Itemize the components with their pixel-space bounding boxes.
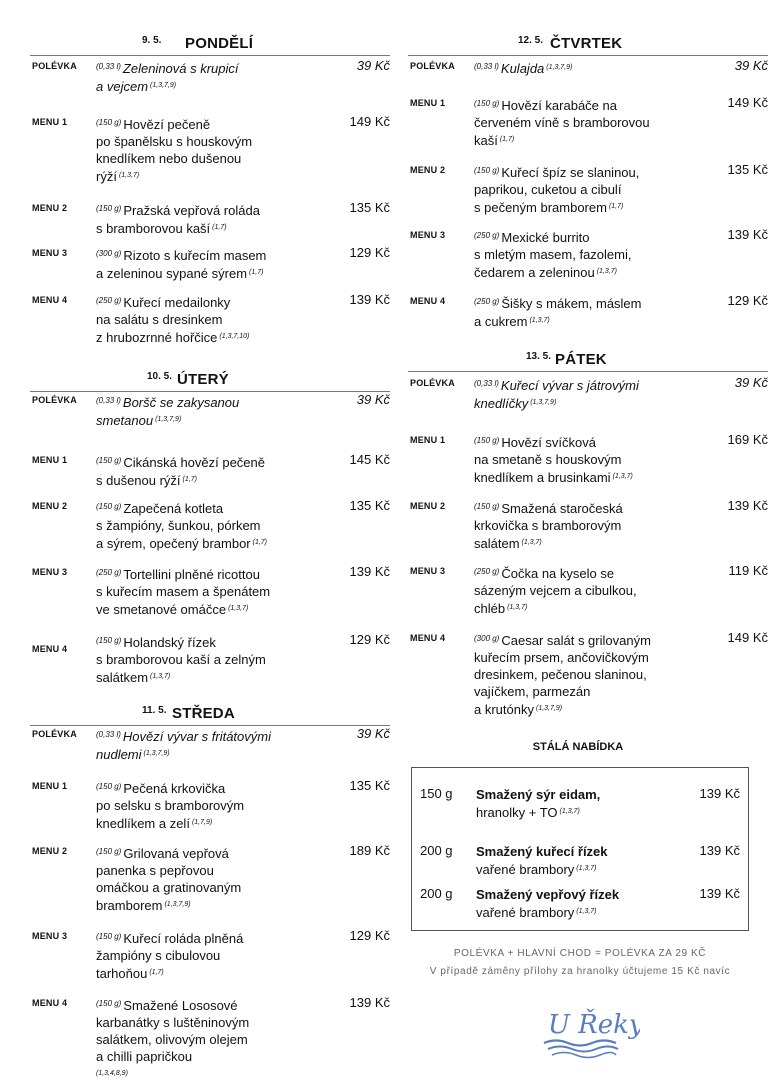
- offer-allergens: (1,3,7): [559, 808, 580, 815]
- item-label: MENU 2: [32, 501, 68, 511]
- item-weight: (150 g): [96, 502, 122, 511]
- item-text-line: na salátu s dresinkem: [96, 312, 223, 327]
- item-text-line: Smažené Lososové: [123, 998, 238, 1013]
- item-label: MENU 2: [32, 203, 68, 213]
- item-allergens: (1,7): [499, 136, 515, 143]
- item-description: [96, 726, 286, 763]
- offer-allergens: (1,3,7): [576, 865, 597, 872]
- item-text-line: Kuřecí vývar s játrovými: [500, 378, 639, 393]
- item-allergens: (1,3,7,9): [143, 750, 170, 757]
- item-description: [96, 632, 286, 686]
- item-text-line: Holandský řízek: [123, 635, 216, 650]
- offer-price: 139 Kč: [699, 786, 740, 801]
- offer-name: Smažený kuřecí řízek: [476, 844, 608, 859]
- item-price: 135 Kč: [727, 162, 768, 177]
- day-section-4: [408, 30, 768, 56]
- item-text-line: salátem: [474, 536, 520, 551]
- item-description: [96, 778, 286, 832]
- item-text-line: s bramborovou kaší a zelným: [96, 652, 266, 667]
- item-text-line: Rizoto s kuřecím masem: [123, 248, 267, 263]
- item-description: [474, 293, 664, 330]
- item-weight: (150 g): [96, 932, 122, 941]
- item-text-line: s kuřecím masem a špenátem: [96, 584, 271, 599]
- item-text-line: červeném víně s bramborovou: [474, 115, 650, 130]
- side-swap-note: V případě záměny přílohy za hranolky účtujeme 15 Kč navíc: [429, 966, 731, 977]
- item-description: [474, 563, 664, 617]
- day-section-1: [30, 30, 390, 56]
- item-text-line: rýží: [96, 169, 117, 184]
- item-label: MENU 4: [32, 644, 68, 654]
- offer-side: vařené brambory: [476, 862, 575, 877]
- item-weight: (150 g): [96, 204, 122, 213]
- item-price: 39 Kč: [356, 392, 390, 407]
- item-weight: (150 g): [96, 782, 122, 791]
- item-price: 135 Kč: [349, 498, 390, 513]
- item-price: 139 Kč: [349, 292, 390, 307]
- restaurant-logo: [520, 1003, 640, 1067]
- item-price: 39 Kč: [356, 58, 390, 73]
- item-weight: (300 g): [96, 249, 122, 258]
- day-header: [408, 346, 768, 372]
- item-allergens: (1,3,7): [596, 268, 617, 275]
- item-text-line: a vejcem: [96, 79, 149, 94]
- item-label: MENU 4: [410, 633, 446, 643]
- item-allergens: (1,3,7,9): [535, 705, 563, 712]
- item-description: [474, 95, 664, 149]
- day-section-3: [30, 700, 390, 726]
- item-weight: (150 g): [474, 166, 500, 175]
- item-text-line: s pečeným bramborem: [474, 200, 607, 215]
- item-text-line: na smetaně s houskovým: [474, 452, 622, 467]
- item-label: POLÉVKA: [32, 61, 77, 71]
- item-text-line: Pražská vepřová roláda: [123, 203, 260, 218]
- day-name: PONDĚLÍ: [185, 35, 254, 52]
- item-text-line: smetanou: [96, 413, 154, 428]
- item-text-line: Kulajda: [500, 61, 545, 76]
- item-text-line: dresinkem, pečenou slaninou,: [474, 667, 647, 682]
- item-text-line: omáčkou a gratinovaným: [96, 880, 242, 895]
- item-price: 139 Kč: [349, 995, 390, 1010]
- item-label: POLÉVKA: [32, 395, 77, 405]
- item-text-line: chléb: [474, 601, 506, 616]
- item-description: [96, 58, 286, 95]
- item-text-line: z hrubozrnné hořčice: [96, 330, 218, 345]
- item-price: 119 Kč: [728, 563, 768, 578]
- item-description: [96, 564, 286, 618]
- item-text-line: sázeným vejcem a cibulkou,: [474, 583, 637, 598]
- permanent-offer-box: [411, 767, 749, 931]
- item-text-line: Zeleninová s krupicí: [122, 61, 239, 76]
- item-text-line: Smažená staročeská: [501, 501, 623, 516]
- item-label: MENU 1: [410, 98, 446, 108]
- offer-side: hranolky + TO: [476, 805, 558, 820]
- item-allergens: (1,3,7,9): [150, 82, 177, 89]
- item-allergens: (1,7): [212, 224, 227, 231]
- item-label: POLÉVKA: [410, 61, 455, 71]
- item-text-line: s bramborovou kaší: [96, 221, 211, 236]
- item-text-line: Caesar salát s grilovaným: [501, 633, 651, 648]
- item-text-line: Zapečená kotleta: [123, 501, 224, 516]
- day-header: [30, 700, 390, 726]
- item-price: 169 Kč: [727, 432, 768, 447]
- item-allergens: (1,3,7,9): [530, 399, 557, 406]
- day-section-2: [30, 366, 390, 392]
- item-text-line: žampióny s cibulovou: [96, 948, 221, 963]
- item-weight: (150 g): [96, 456, 122, 465]
- item-text-line: s dušenou rýží: [96, 473, 181, 488]
- item-price: 139 Kč: [349, 564, 390, 579]
- item-text-line: panenka s pepřovou: [96, 863, 214, 878]
- offer-allergens: (1,3,7): [576, 908, 597, 915]
- item-description: [96, 292, 286, 346]
- offer-description: [476, 886, 676, 921]
- item-allergens: (1,3,7): [521, 539, 542, 546]
- item-label: POLÉVKA: [32, 729, 77, 739]
- item-text-line: Čočka na kyselo se: [501, 566, 615, 581]
- item-allergens: (1,7): [182, 476, 197, 483]
- item-text-line: Kuřecí medailonky: [123, 295, 231, 310]
- item-text-line: karbanátky s luštěninovým: [96, 1015, 250, 1030]
- item-allergens: (1,3,7,10): [219, 333, 250, 340]
- item-label: MENU 1: [32, 455, 68, 465]
- day-date: 10. 5.: [147, 371, 173, 382]
- item-weight: (250 g): [96, 296, 122, 305]
- item-description: [474, 498, 664, 552]
- item-text-line: Hovězí vývar s fritátovými: [122, 729, 271, 744]
- item-text-line: čedarem a zeleninou: [474, 265, 595, 280]
- item-price: 149 Kč: [727, 630, 768, 645]
- item-label: MENU 3: [32, 931, 68, 941]
- day-date: 9. 5.: [142, 35, 162, 46]
- permanent-offer-title: STÁLÁ NABÍDKA: [532, 741, 624, 753]
- item-price: 39 Kč: [356, 726, 390, 741]
- item-weight: (0,33 l): [474, 62, 499, 71]
- day-header: [408, 30, 768, 56]
- item-weight: (0,33 l): [96, 62, 121, 71]
- item-weight: (250 g): [474, 231, 500, 240]
- item-text-line: s mletým masem, fazolemi,: [474, 247, 632, 262]
- day-header: [30, 30, 390, 56]
- item-label: MENU 1: [32, 117, 68, 127]
- item-text-line: a zeleninou sypané sýrem: [96, 266, 248, 281]
- day-name: ÚTERÝ: [177, 371, 229, 388]
- offer-name: Smažený sýr eidam,: [476, 787, 601, 802]
- item-description: [474, 630, 664, 718]
- day-section-5: [408, 346, 768, 372]
- item-description: [474, 375, 664, 412]
- item-price: 129 Kč: [349, 928, 390, 943]
- item-allergens: (1,7): [252, 539, 268, 546]
- item-allergens: (1,7,9): [191, 819, 213, 826]
- item-allergens: (1,3,4,8,9): [96, 1070, 128, 1077]
- item-allergens: (1,7): [149, 969, 164, 976]
- item-text-line: po španělsku s houskovým: [96, 134, 253, 149]
- item-label: MENU 1: [32, 781, 68, 791]
- item-price: 129 Kč: [727, 293, 768, 308]
- item-text-line: Grilovaná vepřová: [123, 846, 229, 861]
- combo-note: POLÉVKA + HLAVNÍ CHOD = POLÉVKA ZA 29 KČ: [453, 948, 707, 959]
- item-allergens: (1,3,7,9): [164, 901, 191, 908]
- item-weight: (150 g): [96, 999, 122, 1008]
- item-description: [474, 162, 664, 216]
- item-weight: (250 g): [96, 568, 122, 577]
- offer-price: 139 Kč: [699, 843, 740, 858]
- item-text-line: Cikánská hovězí pečeně: [123, 455, 266, 470]
- offer-side: vařené brambory: [476, 905, 575, 920]
- svg-text:U Řeky: U Řeky: [548, 1010, 640, 1040]
- item-price: 129 Kč: [349, 245, 390, 260]
- item-weight: (150 g): [96, 636, 122, 645]
- item-price: 139 Kč: [727, 227, 768, 242]
- item-allergens: (1,3,7,9): [155, 416, 182, 423]
- item-text-line: kuřecím prsem, ančovičkovým: [474, 650, 649, 665]
- item-weight: (150 g): [474, 99, 500, 108]
- item-price: 189 Kč: [349, 843, 390, 858]
- item-text-line: paprikou, cuketou a cibulí: [474, 182, 622, 197]
- item-text-line: nudlemi: [96, 747, 142, 762]
- item-price: 149 Kč: [349, 114, 390, 129]
- item-label: MENU 3: [410, 230, 446, 240]
- item-text-line: knedlíkem nebo dušenou: [96, 151, 242, 166]
- item-label: POLÉVKA: [410, 378, 455, 388]
- offer-weight: 200 g: [420, 886, 453, 901]
- item-text-line: Boršč se zakysanou: [122, 395, 240, 410]
- item-weight: (250 g): [474, 567, 500, 576]
- item-description: [474, 58, 664, 77]
- item-text-line: Hovězí pečeně: [123, 117, 211, 132]
- item-weight: (300 g): [474, 634, 500, 643]
- item-text-line: ve smetanové omáčce: [96, 602, 227, 617]
- item-text-line: Hovězí karabáče na: [501, 98, 617, 113]
- item-text-line: Kuřecí roláda plněná: [123, 931, 244, 946]
- item-allergens: (1,3,7,9): [546, 64, 573, 71]
- item-text-line: knedlíkem a brusinkami: [474, 470, 611, 485]
- day-date: 13. 5.: [526, 351, 552, 362]
- item-description: [96, 114, 286, 185]
- item-price: 135 Kč: [349, 778, 390, 793]
- item-description: [96, 245, 286, 282]
- item-weight: (150 g): [96, 118, 122, 127]
- item-allergens: (1,7): [608, 203, 624, 210]
- offer-price: 139 Kč: [699, 886, 740, 901]
- item-label: MENU 3: [32, 567, 68, 577]
- item-text-line: a chilli papričkou: [96, 1049, 193, 1064]
- item-description: [96, 498, 286, 552]
- item-price: 145 Kč: [349, 452, 390, 467]
- item-text-line: knedlíčky: [474, 396, 529, 411]
- item-label: MENU 2: [410, 501, 446, 511]
- day-date: 11. 5.: [142, 705, 167, 716]
- item-text-line: salátkem: [96, 670, 149, 685]
- item-text-line: salátkem, olivovým olejem: [96, 1032, 248, 1047]
- item-weight: (150 g): [474, 436, 500, 445]
- item-text-line: bramborem: [96, 898, 163, 913]
- item-allergens: (1,3,7): [228, 605, 249, 612]
- item-description: [474, 227, 664, 281]
- item-description: [96, 928, 286, 982]
- day-name: ČTVRTEK: [550, 35, 623, 52]
- day-name: PÁTEK: [555, 351, 607, 368]
- item-label: MENU 3: [32, 248, 68, 258]
- item-description: [96, 843, 286, 914]
- offer-weight: 150 g: [420, 786, 453, 801]
- item-text-line: a krutónky: [474, 702, 534, 717]
- item-text-line: knedlíkem a zelí: [96, 816, 190, 831]
- item-description: [96, 452, 286, 489]
- item-text-line: krkovička s bramborovým: [474, 518, 622, 533]
- item-price: 39 Kč: [734, 58, 768, 73]
- item-label: MENU 3: [410, 566, 446, 576]
- offer-description: [476, 843, 676, 878]
- item-allergens: (1,3,7): [529, 317, 550, 324]
- item-description: [474, 432, 664, 486]
- offer-weight: 200 g: [420, 843, 453, 858]
- item-price: 149 Kč: [727, 95, 768, 110]
- day-header: [30, 366, 390, 392]
- item-weight: (250 g): [474, 297, 500, 306]
- item-text-line: Tortellini plněné ricottou: [123, 567, 260, 582]
- item-label: MENU 4: [32, 998, 68, 1008]
- item-allergens: (1,3,7): [507, 604, 528, 611]
- item-text-line: Šišky s mákem, máslem: [501, 296, 642, 311]
- item-text-line: vajíčkem, parmezán: [474, 684, 591, 699]
- day-date: 12. 5.: [518, 35, 544, 46]
- item-label: MENU 2: [410, 165, 446, 175]
- item-text-line: tarhoňou: [96, 966, 148, 981]
- item-text-line: po selsku s bramborovým: [96, 798, 245, 813]
- item-text-line: Kuřecí špíz se slaninou,: [501, 165, 640, 180]
- item-description: [96, 995, 286, 1083]
- item-label: MENU 2: [32, 846, 68, 856]
- item-text-line: kaší: [474, 133, 498, 148]
- item-label: MENU 4: [410, 296, 446, 306]
- item-text-line: Pečená krkovička: [123, 781, 226, 796]
- offer-name: Smažený vepřový řízek: [476, 887, 620, 902]
- item-description: [96, 392, 286, 429]
- day-name: STŘEDA: [172, 705, 235, 722]
- item-price: 139 Kč: [727, 498, 768, 513]
- offer-description: [476, 786, 676, 821]
- item-weight: (0,33 l): [474, 379, 499, 388]
- item-allergens: (1,3,7): [150, 673, 171, 680]
- item-weight: (0,33 l): [96, 396, 121, 405]
- item-text-line: s žampióny, šunkou, pórkem: [96, 518, 261, 533]
- item-weight: (0,33 l): [96, 730, 121, 739]
- item-price: 129 Kč: [349, 632, 390, 647]
- item-label: MENU 1: [410, 435, 446, 445]
- item-label: MENU 4: [32, 295, 68, 305]
- item-description: [96, 200, 286, 237]
- item-weight: (150 g): [96, 847, 122, 856]
- item-allergens: (1,7): [249, 269, 264, 276]
- item-price: 39 Kč: [734, 375, 768, 390]
- item-price: 135 Kč: [349, 200, 390, 215]
- item-text-line: a cukrem: [474, 314, 528, 329]
- item-weight: (150 g): [474, 502, 500, 511]
- item-allergens: (1,3,7): [118, 172, 140, 179]
- item-text-line: Mexické burrito: [501, 230, 590, 245]
- item-text-line: a sýrem, opečený brambor: [96, 536, 251, 551]
- item-allergens: (1,3,7): [612, 473, 633, 480]
- item-text-line: Hovězí svíčková: [501, 435, 597, 450]
